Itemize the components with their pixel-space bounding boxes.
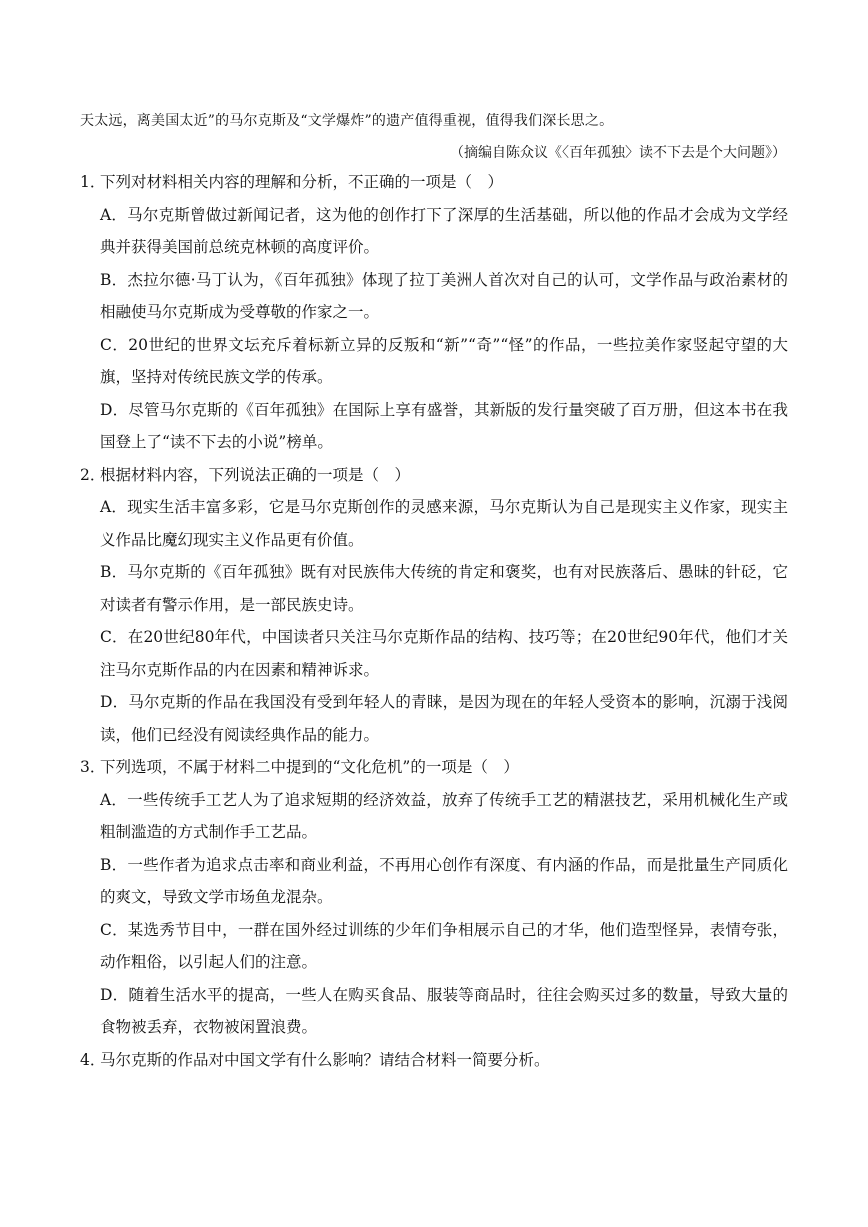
option-b: B．杰拉尔德·马丁认为，《百年孤独》体现了拉丁美洲人首次对自己的认可，文学作品与政治素材的相融使马尔克斯成为受尊敬的作家之一。	[100, 270, 788, 321]
question-stem	[80, 459, 788, 492]
option-c: C．20世纪的世界文坛充斥着标新立异的反叛和“新”“奇”“怪”的作品，一些拉美作家竖起守望的大旗，坚持对传统民族文学的传承。	[100, 335, 788, 386]
question-text: 根据材料内容，下列说法正确的一项是（ ）	[100, 465, 411, 484]
question-stem	[80, 1044, 788, 1077]
question-number: 2．	[80, 465, 106, 484]
question-stem	[80, 751, 788, 784]
question-1	[80, 166, 788, 459]
option-c: C．在20世纪80年代，中国读者只关注马尔克斯作品的结构、技巧等；在20世纪90年代，他们才关注马尔克斯作品的内在因素和精神诉求。	[100, 628, 788, 679]
question-text: 下列选项，不属于材料二中提到的“文化危机”的一项是（ ）	[100, 758, 519, 776]
option-a: A．一些传统手工艺人为了追求短期的经济效益，放弃了传统手工艺的精湛技艺，采用机械化生产或粗制滥造的方式制作手工艺品。	[100, 790, 788, 841]
option-a: A．马尔克斯曾做过新闻记者，这为他的创作打下了深厚的生活基础，所以他的作品才会成为文学经典并获得美国前总统克林顿的高度评价。	[100, 205, 788, 256]
option-d: D．尽管马尔克斯的《百年孤独》在国际上享有盛誉，其新版的发行量突破了百万册，但这本书在我国登上了“读不下去的小说”榜单。	[100, 400, 788, 451]
source-citation: （摘编自陈众议《〈百年孤独〉读不下去是个大问题》）	[450, 145, 786, 161]
option-d: D．随着生活水平的提高，一些人在购买食品、服装等商品时，往往会购买过多的数量，导致大量的食物被丢弃，衣物被闲置浪费。	[100, 985, 788, 1036]
option-d: D．马尔克斯的作品在我国没有受到年轻人的青睐，是因为现在的年轻人受资本的影响，沉溺于浅阅读，他们已经没有阅读经典作品的能力。	[100, 693, 788, 744]
option-c: C．某选秀节目中，一群在国外经过训练的少年们争相展示自己的才华，他们造型怪异，表情夸张，动作粗俗，以引起人们的注意。	[100, 920, 788, 971]
option-a: A．现实生活丰富多彩，它是马尔克斯创作的灵感来源，马尔克斯认为自己是现实主义作家，现实主义作品比魔幻现实主义作品更有价值。	[100, 498, 788, 549]
question-number: 4．	[80, 1050, 106, 1069]
intro-paragraph: 天太远，离美国太近”的马尔克斯及“文学爆炸”的遗产值得重视，值得我们深长思之。	[80, 113, 614, 129]
question-number: 1．	[80, 173, 106, 191]
question-2	[80, 459, 788, 752]
question-3	[80, 751, 788, 1044]
question-stem	[80, 166, 788, 199]
option-b: B．一些作者为追求点击率和商业利益，不再用心创作有深度、有内涵的作品，而是批量生产同质化的爽文，导致文学市场鱼龙混杂。	[100, 855, 788, 906]
question-4	[80, 1044, 788, 1077]
option-b: B．马尔克斯的《百年孤独》既有对民族伟大传统的肯定和褒奖，也有对民族落后、愚昧的针砭，它对读者有警示作用，是一部民族史诗。	[100, 563, 788, 614]
question-text: 下列对材料相关内容的理解和分析，不正确的一项是（ ）	[100, 173, 504, 191]
question-text: 马尔克斯的作品对中国文学有什么影响？请结合材料一简要分析。	[100, 1050, 550, 1069]
question-number: 3．	[80, 758, 106, 776]
